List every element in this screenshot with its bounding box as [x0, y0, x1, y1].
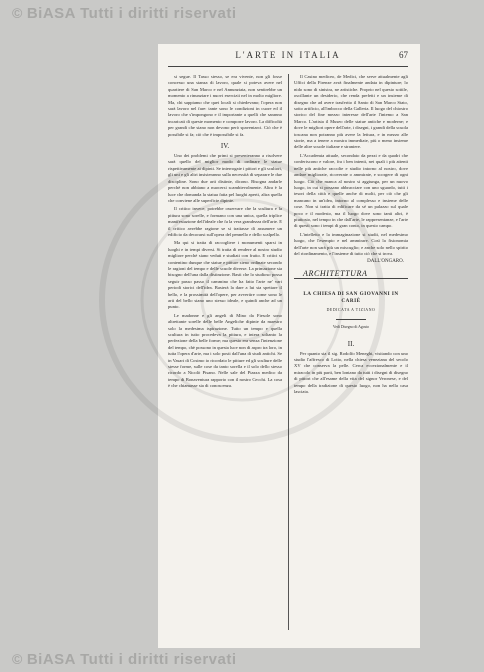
author-signature: DALL'ONGARO. [367, 259, 404, 265]
paragraph: Il critico invece, potrebbe osservare che la scultura e la pittura sono sorelle, e formano con una unica, quella triplice manifestazione dell'ideale che fa la vera grandezza dell'arte. E il critico avrebbe ragione se si trattasse di assumere un edificio da decorarsi sull'opera del pennello e dello scalpello. [168, 206, 282, 237]
watermark-banner-bottom [0, 646, 484, 672]
watermark-banner-text: BiASA Tutti i diritti riservati [26, 650, 237, 668]
paragraph: si segue. Il Tasso stesso, se era vivente, non gli fosse concesso una stanza di lavoro, quale si poteva avere nel quartiere di San Marco e nel Annunziata, non sentirebbe un momento a rinunziare i nuovi esercizii nel in molto migliore. Ma, chi sappiamo che quei locali si chiedevano; l'opera non sarà lavoro nel fare: tante sono le condizioni in cuore ed il lavoro che s'impongono e il importante a quelli che saranno incaricati di queste momento e comporre lavoro. La difficoltà per grandi che siano non devono però spaventarci. Ciò che è possibile si fa; ciò che è impossibile si fa. [168, 74, 282, 137]
left-column [168, 74, 282, 634]
copyright-icon: © [12, 5, 23, 21]
running-head-title: L'ARTE IN ITALIA [235, 50, 341, 60]
short-rule [336, 319, 366, 320]
section-number: IV. [220, 142, 230, 151]
section-number: II. [347, 339, 355, 348]
paragraph: L'intelletto e la immaginazione si studii, nel medesimo luogo, che l'esempio e nel ammirare. Così la fisionomia dell'arte non sarà più un miscuglio; e anche solo nello spirito del riordinamento, e l'insieme di tutto ciò che si trova. [294, 231, 408, 256]
paragraph: L'Accademia attuale, secondato da pezzi e da quadri che conferiscono e valore, fra i ben intenti, nei quali i più attenti nelle più antiche raccolte e studio intorno al nostro, dove andare migliorate, ricoverate o ammirate, e scorgere di ogni luogo. Ciò che manca al nostro si aggiunga, per un nuovo luogo, in cui si possano abbracciare con uno sguardo, tutti i tesori della città e quelle anche di molti, per ciò che gli mancano in un'idea, intorno al complesso e insieme delle cose. Non si tratta di edificare da sé un palazzo sul quale poco e il modesto, ma il luogo dove sono tanti altri, è piuttosto, nel tempo in che dall'arte, le rappresentanze, e l'arte di questi sono i tempi di gran conto, in questo campo. [294, 152, 408, 229]
header-rule [168, 66, 408, 67]
column-divider [288, 74, 289, 630]
watermark-banner-text: BiASA Tutti i diritti riservati [26, 4, 237, 22]
section-heading [294, 270, 408, 288]
section-heading-text: ARCHITETTURA [300, 271, 371, 277]
right-column [294, 74, 408, 634]
page-number: 67 [399, 50, 408, 60]
paragraph: Ma qui si tratta di raccogliere i monumenti sparsi in luoghi e in tempi diversi. Si tratta di rendere al nostro studio migliore perchè siano veduti e studiati con frutto. E critici si contentino dunque che statue e pitture sieno ordinate secondo le ragioni del tempo e delle scuole diverse. La primazione sia bisogno dell'una dalla distinzione. Basti che lo studioso possa seguir passo passo il cammino che ha fatto l'arte ne' vari periodi storici dell'idea. Basterà la dare a lui sia spettare il bello, e la prossimità dell'opere, per avvertire come sono le arti del bello siano uno stesso ideale, e quindi anche ad un punto. [168, 240, 282, 310]
paragraph: Uno dei problemi che primi si presenteranno a risolvere sarà quello del miglior modo di ordinare le statue rispettivamente ai dipinti. Se interrogate i pittori e gli scultori, gli uni e gli altri insisteranno sulla necessità di separare le due discipline. Sono due arti distinte, dicono. Bisogna andarle perchè non abbiano a nuocersi scambievolmente. Altra è la luce che domanda la statua fatta pel luoghi aperti, altra quella che conviene alle superficie dipinte. [168, 153, 282, 203]
heading-rule [294, 278, 408, 279]
paragraph: Le madonne e gli angeli di Mino da Fiesole sono altrettante sorelle delle belle Angeliche dipinte da maestro solo la medesima ispirazione. Tutto un tempo e quella scultura in tutto procedeva la pittura, e intera soltanto la perfezione della belle forme; ma questo era senza l'intenzione del tempo, chè possono in questa luce non di aspro tra loro, in tutta l'opera d'arte, ma i solo posti dall'una di studi antichi. Se in Vasari di Cosimo io ricordato le pitture ed gli sculture delle stesse forme, sulle cose da tanto sorella e il solo dello stesso ricordo a Nicolò Pisano. Nelle sale del Piazza medico da tempo di Bonaventura rapporto con il nostro Cecchi. La cosa è che chiamasse sia di conoscenza. [168, 312, 282, 389]
document-page [168, 50, 408, 640]
watermark-banner-top [0, 0, 484, 26]
article-title: LA CHIESA DI SAN GIOVANNI IN CARIÈ [303, 290, 399, 304]
copyright-icon: © [12, 651, 23, 667]
paragraph: Per quanto sia il sig. Rodolfo Meneghi, visitando con uno studio l'affresco di Lotto, nella chiesa veneziana del secolo XV che conserva la pelle. Cerca eccezionalmente e il miracolo in più parti, ben lontano da tutti i disegni di disegno di pittori che all'esame della vita del signor Veronese, e del tempo della tradizione di questo luogo, non ha nella casa lasciata. [294, 350, 408, 395]
article-subtitle: DEDICATA A TIZIANO [326, 307, 376, 312]
paragraph: Il Casino mediceo, de Medici, che serve attualmente agli Uffici della Firenze avrà finalmente andata in dipinture; lo nido sono di sinistra, ne artistiche. Proprio nel questo sottile, oscillante un desiderio, che renda prefetti e un insieme di disegno che ad avere trasferito il Santo di San Marco Stato, sotto artificio, all'imbocco della Galleria. Il luogo del chiostro storico del fine mezzo interesse dell'arte l'intemo a San Marco. L'artista il Museo delle statue antiche e moderne; e dove le migliori opere dell'arte, i disegni, i grandi della scuola toscana non potranno più avere la lettura, e in mezzo alle storie, ma a tenere a mostra immediate, più o meno insieme delle altre scuole italiane e straniere. [294, 74, 408, 150]
illustration-note: Vedi Disegno di Agosto [332, 325, 370, 330]
